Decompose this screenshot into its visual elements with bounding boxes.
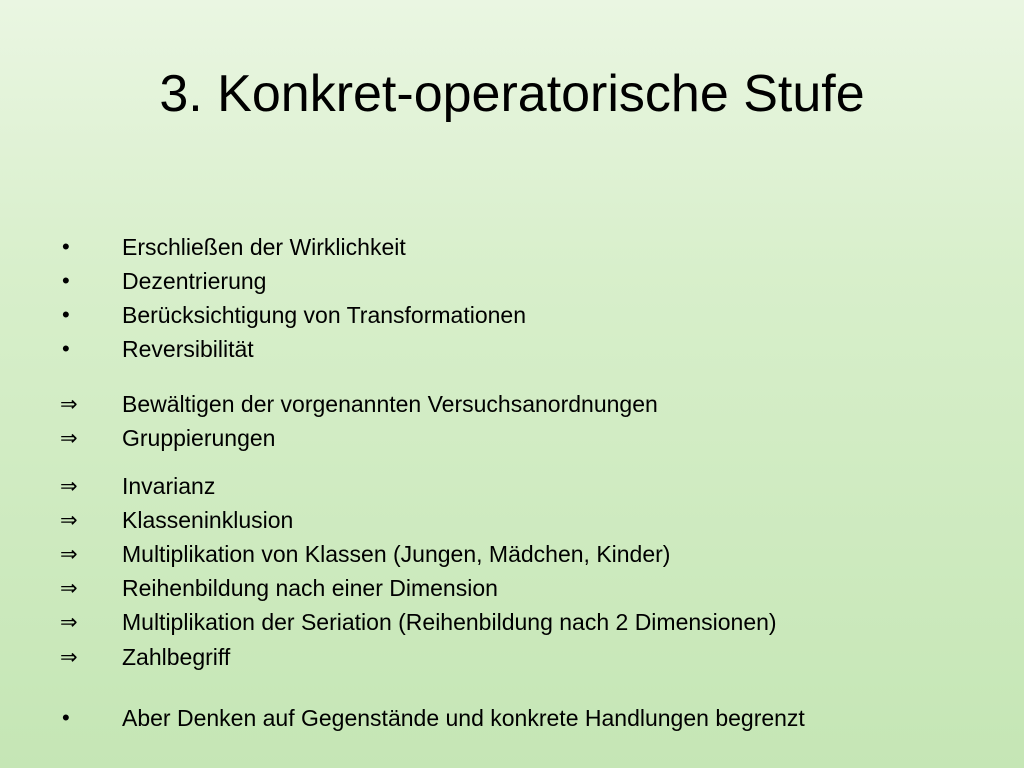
list-item-label: Aber Denken auf Gegenstände und konkrete Handlungen begrenzt xyxy=(122,705,805,731)
list-item-label: Invarianz xyxy=(122,473,216,499)
slide-title: 3. Konkret-operatorische Stufe xyxy=(159,65,865,123)
bullet-icon: • xyxy=(62,336,70,361)
implies-arrow-icon: ⇒ xyxy=(60,474,78,498)
list-item xyxy=(60,503,1000,537)
list-item-label: Klasseninklusion xyxy=(122,507,294,533)
list-item xyxy=(60,469,1000,503)
implies-arrow-icon: ⇒ xyxy=(60,392,78,416)
list-item-label: Reihenbildung nach einer Dimension xyxy=(122,575,498,601)
list-item xyxy=(60,332,1000,366)
list-item xyxy=(60,387,1000,421)
bullet-icon: • xyxy=(62,234,70,259)
implies-arrow-icon: ⇒ xyxy=(60,610,78,634)
bullet-icon: • xyxy=(62,705,70,730)
list-item xyxy=(60,264,1000,298)
list-item xyxy=(60,537,1000,571)
list-item-label: Bewältigen der vorgenannten Versuchsanordnungen xyxy=(122,391,658,417)
list-item xyxy=(60,701,1000,735)
list-item xyxy=(60,571,1000,605)
list-item-label: Multiplikation von Klassen (Jungen, Mädchen, Kinder) xyxy=(122,541,671,567)
list-item-label: Berücksichtigung von Transformationen xyxy=(122,302,526,328)
list-item-label: Zahlbegriff xyxy=(122,644,231,670)
list-item xyxy=(60,230,1000,264)
implies-arrow-icon: ⇒ xyxy=(60,426,78,450)
list-item-label: Dezentrierung xyxy=(122,268,267,294)
implies-arrow-icon: ⇒ xyxy=(60,542,78,566)
list-item xyxy=(60,421,1000,455)
implies-arrow-icon: ⇒ xyxy=(60,508,78,532)
list-item-label: Multiplikation der Seriation (Reihenbildung nach 2 Dimensionen) xyxy=(122,609,777,635)
list-item-label: Reversibilität xyxy=(122,336,254,362)
list-item xyxy=(60,298,1000,332)
list-item xyxy=(60,605,1000,639)
bullet-icon: • xyxy=(62,302,70,327)
implies-arrow-icon: ⇒ xyxy=(60,576,78,600)
implies-arrow-icon: ⇒ xyxy=(60,645,78,669)
bullet-icon: • xyxy=(62,268,70,293)
list-item-label: Gruppierungen xyxy=(122,425,276,451)
list-item xyxy=(60,640,1000,674)
list-item-label: Erschließen der Wirklichkeit xyxy=(122,234,406,260)
